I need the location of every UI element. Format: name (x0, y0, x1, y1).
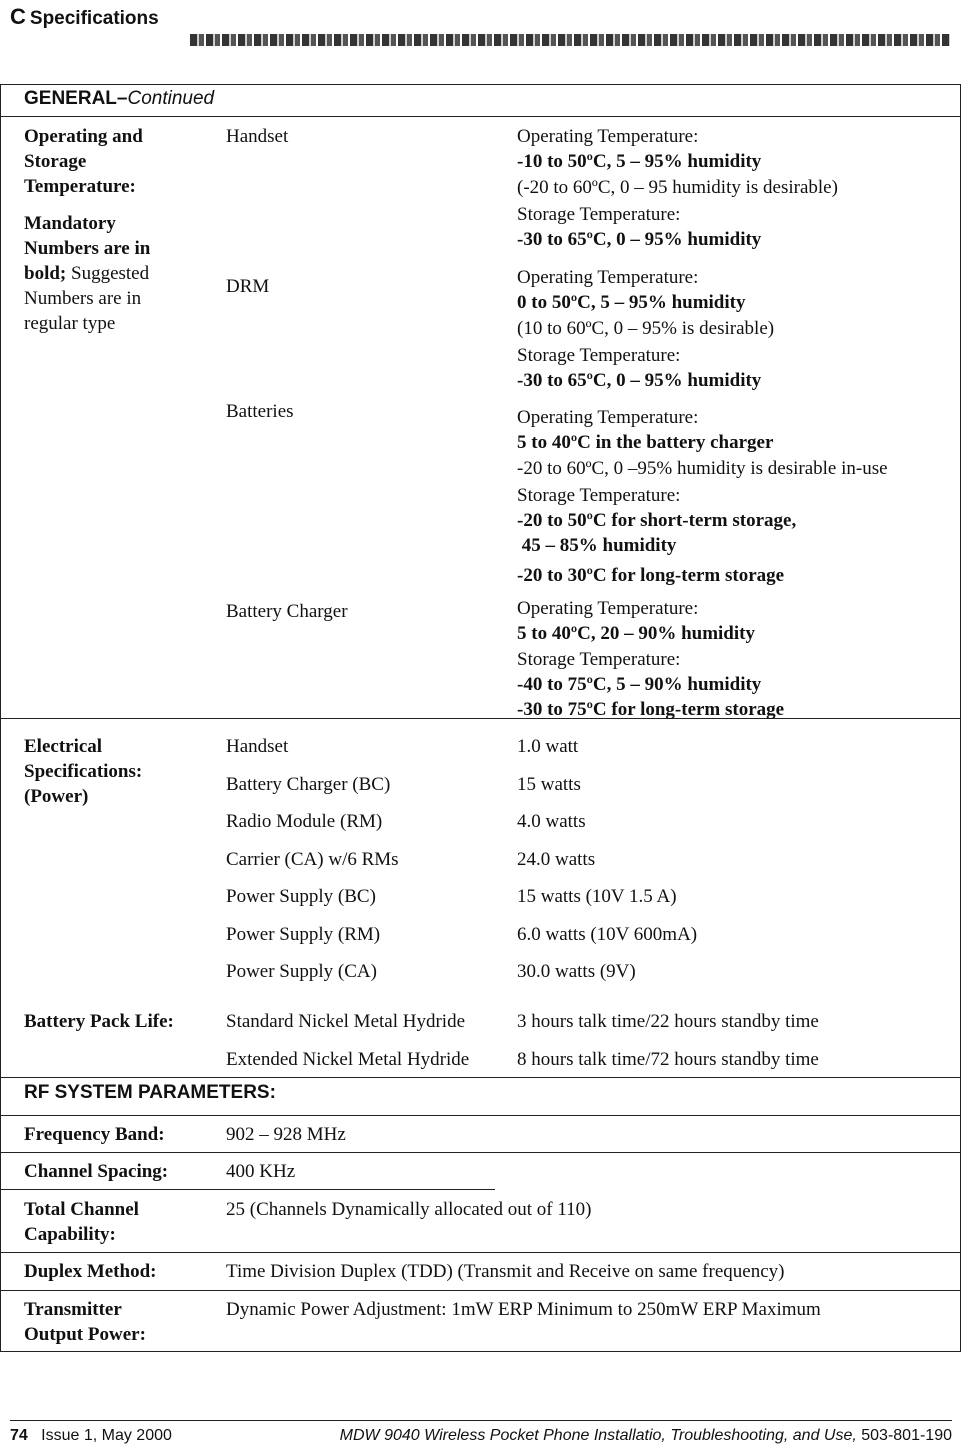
capability-row-divider (0, 1252, 961, 1253)
temp-label-line1: Operating and (24, 126, 143, 147)
charger-st-label: Storage Temperature: (517, 649, 681, 670)
frequency-label: Frequency Band: (24, 1124, 165, 1145)
batteries-st-value3: -20 to 30ºC for long-term storage (517, 565, 785, 586)
handset-op-label: Operating Temperature: (517, 126, 699, 147)
drm-op-value: 0 to 50ºC, 5 – 95% humidity (517, 292, 746, 313)
power-item: Handset (226, 736, 289, 757)
footer-left (10, 1427, 172, 1445)
table-bottom-border (0, 1351, 961, 1352)
capability-value: 25 (Channels Dynamically allocated out of 110) (226, 1199, 592, 1220)
temp-note-rest: Suggested (66, 263, 150, 284)
power-value: 15 watts (517, 774, 581, 795)
batteries-st-value2: 45 – 85% humidity (517, 535, 677, 556)
power-item: Power Supply (CA) (226, 961, 377, 982)
spacing-value: 400 KHz (226, 1161, 296, 1182)
power-value: 6.0 watts (10V 600mA) (517, 924, 698, 945)
capability-label-line1: Total Channel (24, 1199, 139, 1220)
power-value: 30.0 watts (9V) (517, 961, 636, 982)
drm-st-label: Storage Temperature: (517, 345, 681, 366)
battery-life-label: Battery Pack Life: (24, 1011, 174, 1032)
handset-op-value: -10 to 50ºC, 5 – 95% humidity (517, 151, 762, 172)
duplex-label: Duplex Method: (24, 1261, 157, 1282)
battery-life-item: Extended Nickel Metal Hydride (226, 1049, 470, 1070)
rf-header-divider (0, 1115, 961, 1116)
rf-section-divider (0, 1077, 961, 1078)
header-decorative-rule (190, 34, 950, 46)
power-label-line1: Electrical (24, 736, 103, 757)
battery-life-value: 3 hours talk time/22 hours standby time (517, 1011, 819, 1032)
power-item: Power Supply (RM) (226, 924, 381, 945)
power-item: Radio Module (RM) (226, 811, 383, 832)
power-item: Carrier (CA) w/6 RMs (226, 849, 399, 870)
power-item: Battery Charger (BC) (226, 774, 391, 795)
spacing-row-divider (0, 1189, 495, 1190)
temp-label-line3: Temperature: (24, 176, 136, 197)
batteries-temp-item: Batteries (226, 401, 294, 422)
drm-st-value: -30 to 65ºC, 0 – 95% humidity (517, 370, 762, 391)
capability-label-line2: Capability: (24, 1224, 116, 1245)
temp-label-line2: Storage (24, 151, 87, 172)
power-value: 1.0 watt (517, 736, 579, 757)
output-value: Dynamic Power Adjustment: 1mW ERP Minimum to 250mW ERP Maximum (226, 1299, 821, 1320)
batteries-op-note: -20 to 60ºC, 0 –95% humidity is desirable in-use (517, 458, 888, 479)
handset-st-value: -30 to 65ºC, 0 – 95% humidity (517, 229, 762, 250)
battery-life-item: Standard Nickel Metal Hydride (226, 1011, 466, 1032)
spacing-label: Channel Spacing: (24, 1161, 169, 1182)
frequency-value: 902 – 928 MHz (226, 1124, 346, 1145)
power-label-line2: Specifications: (24, 761, 143, 782)
general-title-text: GENERAL (24, 88, 117, 109)
power-value: 4.0 watts (517, 811, 586, 832)
drm-op-label: Operating Temperature: (517, 267, 699, 288)
batteries-st-value1: -20 to 50ºC for short-term storage, (517, 510, 797, 531)
footer-rule (10, 1420, 952, 1421)
temp-note-line3 (24, 261, 149, 286)
chapter-title (10, 4, 159, 30)
handset-st-label: Storage Temperature: (517, 204, 681, 225)
temp-note-line1: Mandatory (24, 213, 116, 234)
handset-op-note: (-20 to 60ºC, 0 – 95 humidity is desirable) (517, 177, 838, 198)
battery-life-value: 8 hours talk time/72 hours standby time (517, 1049, 819, 1070)
power-value: 15 watts (10V 1.5 A) (517, 886, 677, 907)
duplex-row-divider (0, 1290, 961, 1291)
power-value: 24.0 watts (517, 849, 596, 870)
temp-note-bold: bold; (24, 263, 67, 284)
page-number: 74 (10, 1427, 28, 1444)
doc-number: 503-801-190 (856, 1427, 952, 1444)
doc-title: MDW 9040 Wireless Pocket Phone Installatio, Troubleshooting, and Use, (339, 1427, 857, 1444)
charger-op-value: 5 to 40ºC, 20 – 90% humidity (517, 623, 755, 644)
output-label-line1: Transmitter (24, 1299, 122, 1320)
handset-temp-item: Handset (226, 126, 289, 147)
general-section-title (24, 88, 214, 110)
rf-section-title: RF SYSTEM PARAMETERS: (24, 1082, 276, 1103)
temp-note-line4: Numbers are in (24, 288, 142, 309)
temp-note-line2: Numbers are in (24, 238, 151, 259)
drm-op-note: (10 to 60ºC, 0 – 95% is desirable) (517, 318, 775, 339)
frequency-row-divider (0, 1152, 961, 1153)
issue-date: Issue 1, May 2000 (41, 1427, 172, 1444)
chapter-letter: C (10, 4, 26, 29)
duplex-value: Time Division Duplex (TDD) (Transmit and Receive on same frequency) (226, 1261, 785, 1282)
general-header-divider (0, 116, 961, 117)
output-label-line2: Output Power: (24, 1324, 146, 1345)
general-title-suffix: Continued (127, 88, 215, 109)
batteries-st-label: Storage Temperature: (517, 485, 681, 506)
batteries-op-label: Operating Temperature: (517, 407, 699, 428)
charger-temp-item: Battery Charger (226, 601, 348, 622)
drm-temp-item: DRM (226, 276, 270, 297)
temp-note-line5: regular type (24, 313, 116, 334)
footer-right (340, 1427, 952, 1445)
power-label-line3: (Power) (24, 786, 89, 807)
charger-op-label: Operating Temperature: (517, 598, 699, 619)
chapter-title-text: Specifications (29, 8, 159, 29)
temp-row-divider (0, 718, 961, 719)
power-item: Power Supply (BC) (226, 886, 376, 907)
charger-st-value1: -40 to 75ºC, 5 – 90% humidity (517, 674, 762, 695)
general-title-dash: – (116, 88, 128, 109)
batteries-op-value: 5 to 40ºC in the battery charger (517, 432, 774, 453)
table-top-border (0, 84, 961, 85)
charger-st-value2: -30 to 75ºC for long-term storage (517, 699, 785, 720)
